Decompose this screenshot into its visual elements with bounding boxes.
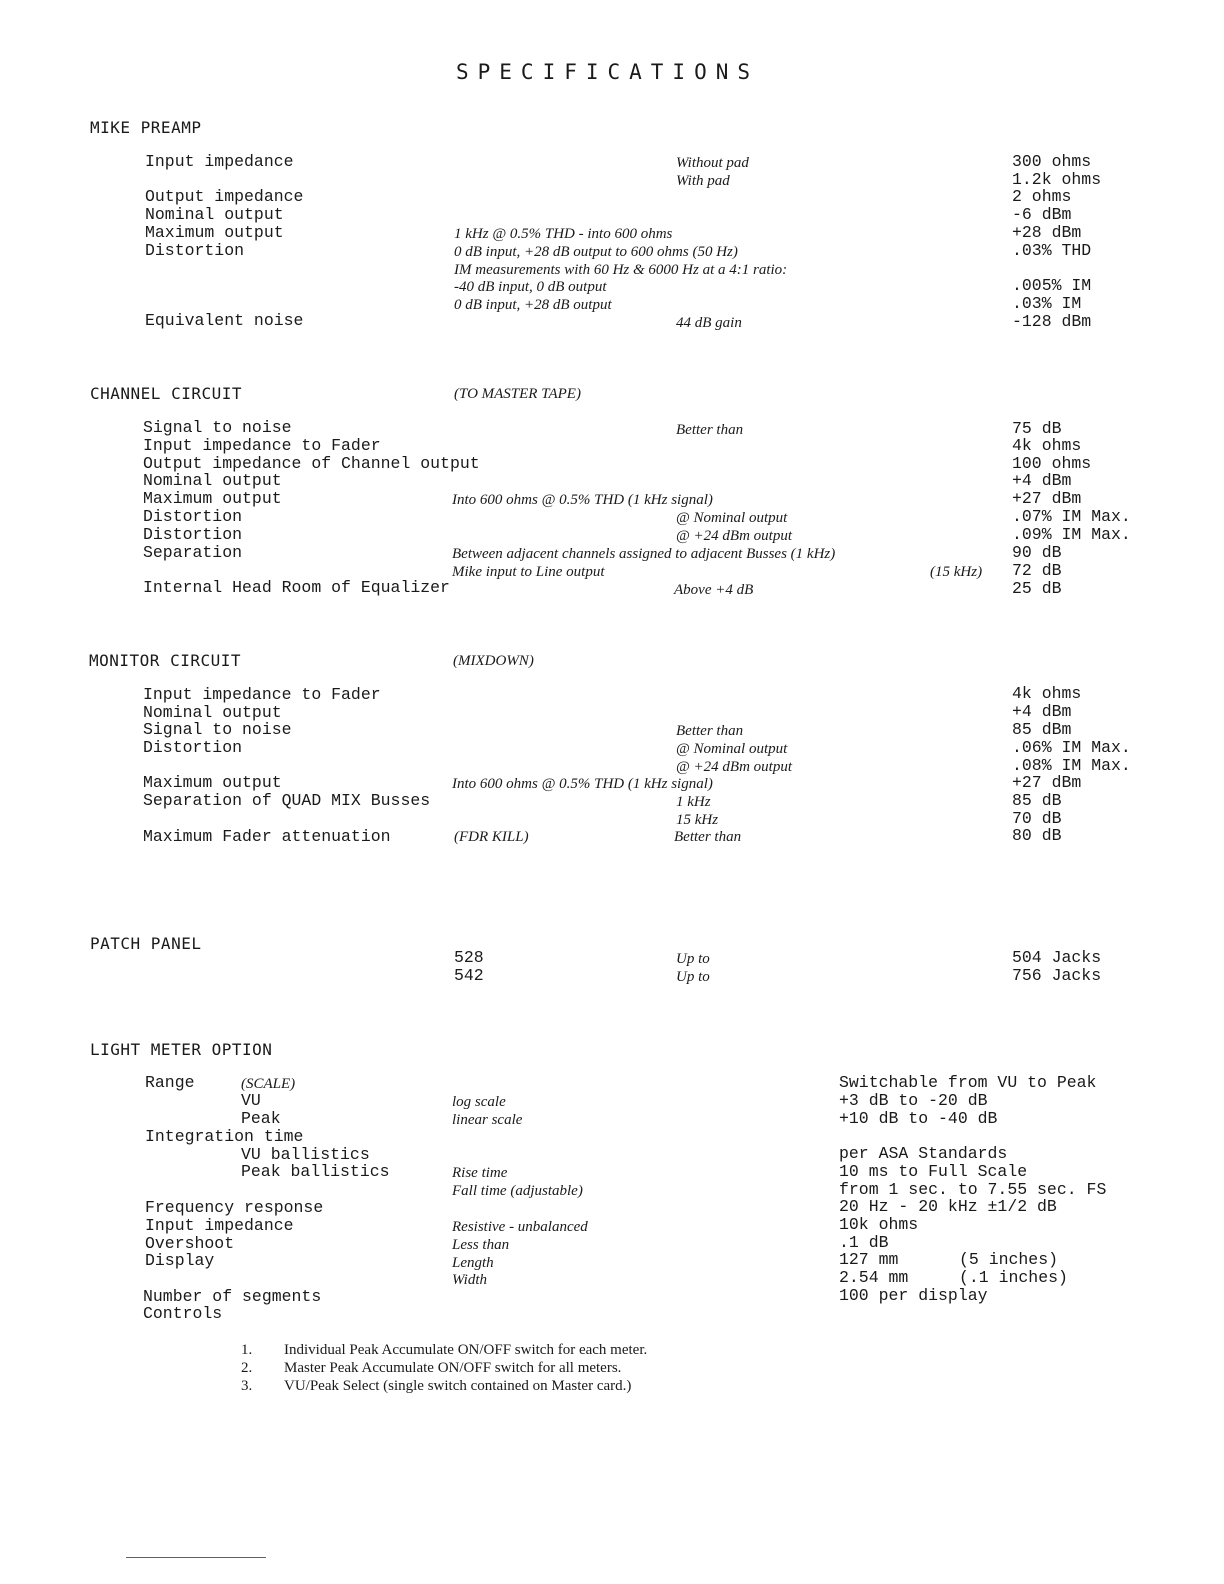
- mike-im2-cond: 0 dB input, +28 dB output: [454, 297, 612, 313]
- meter-freq-label: Frequency response: [145, 1198, 324, 1217]
- mike-im2-value: .03% IM: [1012, 294, 1082, 313]
- channel-signal-to-noise-value: 75 dB: [1012, 419, 1062, 438]
- monitor-distortion2-value: .08% IM Max.: [1012, 756, 1131, 775]
- monitor-distortion1-cond: @ Nominal output: [676, 741, 788, 757]
- channel-circuit-heading: CHANNEL CIRCUIT: [90, 384, 242, 403]
- channel-headroom-cond: Above +4 dB: [674, 582, 754, 598]
- channel-output-impedance-value: 100 ohms: [1012, 454, 1092, 473]
- channel-distortion1-label: Distortion: [143, 507, 243, 526]
- mike-with-pad-cond: With pad: [676, 173, 730, 189]
- meter-vu-value: +3 dB to -20 dB: [839, 1091, 988, 1110]
- mike-without-pad-value: 300 ohms: [1012, 152, 1092, 171]
- channel-maximum-output-label: Maximum output: [143, 489, 282, 508]
- channel-distortion1-cond: @ Nominal output: [676, 510, 788, 526]
- channel-separation-value: 90 dB: [1012, 543, 1062, 562]
- patch-model1: 528: [454, 948, 484, 967]
- channel-output-impedance-label: Output impedance of Channel output: [143, 454, 480, 473]
- monitor-nominal-output-value: +4 dBm: [1012, 702, 1072, 721]
- meter-peak-value: +10 dB to -40 dB: [839, 1109, 998, 1128]
- mike-without-pad-cond: Without pad: [676, 155, 749, 171]
- mike-distortion-value: .03% THD: [1012, 241, 1092, 260]
- mike-maximum-output-label: Maximum output: [145, 223, 284, 242]
- meter-width-value: 2.54 mm: [839, 1268, 909, 1287]
- meter-display-label: Display: [145, 1251, 215, 1270]
- monitor-separation1-cond: 1 kHz: [676, 794, 711, 810]
- channel-input-impedance-value: 4k ohms: [1012, 436, 1082, 455]
- patch-model2-cond: Up to: [676, 969, 710, 985]
- meter-length-inches: (5 inches): [959, 1250, 1059, 1269]
- mike-output-impedance-value: 2 ohms: [1012, 187, 1072, 206]
- monitor-distortion1-value: .06% IM Max.: [1012, 738, 1131, 757]
- channel-separation2-cond: Mike input to Line output: [452, 564, 605, 580]
- channel-distortion2-label: Distortion: [143, 525, 243, 544]
- monitor-distortion2-cond: @ +24 dBm output: [676, 759, 793, 775]
- mike-im-note: IM measurements with 60 Hz & 6000 Hz at a 4:1 ratio:: [454, 262, 788, 278]
- meter-scale-label: (SCALE): [241, 1076, 296, 1092]
- meter-fall-value: from 1 sec. to 7.55 sec. FS: [839, 1180, 1107, 1199]
- channel-nominal-output-label: Nominal output: [143, 471, 282, 490]
- monitor-separation1-value: 85 dB: [1012, 791, 1062, 810]
- monitor-fader-cond: Better than: [674, 829, 742, 845]
- meter-length-value: 127 mm: [839, 1250, 899, 1269]
- meter-width-inches: (.1 inches): [959, 1268, 1068, 1287]
- monitor-fader-label: Maximum Fader attenuation: [143, 827, 391, 846]
- meter-overshoot-value: .1 dB: [839, 1233, 889, 1252]
- monitor-distortion-label: Distortion: [143, 738, 243, 757]
- meter-range-value: Switchable from VU to Peak: [839, 1073, 1097, 1092]
- monitor-fader-note: (FDR KILL): [454, 829, 529, 845]
- meter-vu-ballistics-value: per ASA Standards: [839, 1144, 1008, 1163]
- control-item-2-text: Master Peak Accumulate ON/OFF switch for all meters.: [284, 1360, 622, 1376]
- patch-model2: 542: [454, 966, 484, 985]
- meter-integration-label: Integration time: [145, 1127, 304, 1146]
- meter-peak-label: Peak: [241, 1109, 281, 1128]
- mike-equivalent-noise-value: -128 dBm: [1012, 312, 1092, 331]
- channel-separation-cond: Between adjacent channels assigned to adjacent Busses (1 kHz): [452, 546, 836, 562]
- mike-im1-cond: -40 dB input, 0 dB output: [454, 279, 607, 295]
- mike-nominal-output-label: Nominal output: [145, 205, 284, 224]
- monitor-maximum-output-label: Maximum output: [143, 773, 282, 792]
- meter-input-impedance-label: Input impedance: [145, 1216, 294, 1235]
- monitor-circuit-heading: MONITOR CIRCUIT: [89, 651, 241, 670]
- meter-input-impedance-cond: Resistive - unbalanced: [452, 1219, 588, 1235]
- meter-segments-value: 100 per display: [839, 1286, 988, 1305]
- monitor-subtitle: (MIXDOWN): [453, 653, 534, 669]
- control-item-2-number: 2.: [241, 1360, 253, 1376]
- channel-signal-to-noise-cond: Better than: [676, 422, 744, 438]
- meter-length-cond: Length: [452, 1255, 494, 1271]
- channel-maximum-output-cond: Into 600 ohms @ 0.5% THD (1 kHz signal): [452, 492, 713, 508]
- meter-overshoot-cond: Less than: [452, 1237, 510, 1253]
- channel-headroom-value: 25 dB: [1012, 579, 1062, 598]
- channel-separation-label: Separation: [143, 543, 243, 562]
- channel-separation2-value: 72 dB: [1012, 561, 1062, 580]
- meter-overshoot-label: Overshoot: [145, 1234, 235, 1253]
- control-item-3-text: VU/Peak Select (single switch contained on Master card.): [284, 1378, 632, 1394]
- meter-peak-ballistics-label: Peak ballistics: [241, 1162, 390, 1181]
- channel-subtitle: (TO MASTER TAPE): [454, 386, 581, 402]
- monitor-separation2-cond: 15 kHz: [676, 812, 719, 828]
- channel-distortion2-cond: @ +24 dBm output: [676, 528, 793, 544]
- mike-preamp-heading: MIKE PREAMP: [90, 118, 202, 137]
- patch-model1-cond: Up to: [676, 951, 710, 967]
- monitor-input-impedance-value: 4k ohms: [1012, 684, 1082, 703]
- bottom-rule: [126, 1557, 266, 1558]
- patch-model2-value: 756 Jacks: [1012, 966, 1102, 985]
- meter-rise-cond: Rise time: [452, 1165, 508, 1181]
- meter-input-impedance-value: 10k ohms: [839, 1215, 919, 1234]
- mike-im1-value: .005% IM: [1012, 276, 1092, 295]
- mike-with-pad-value: 1.2k ohms: [1012, 170, 1102, 189]
- meter-vu-ballistics-label: VU ballistics: [241, 1145, 370, 1164]
- meter-range-label: Range: [145, 1073, 195, 1092]
- control-item-3-number: 3.: [241, 1378, 253, 1394]
- meter-vu-cond: log scale: [452, 1094, 506, 1110]
- mike-maximum-output-cond: 1 kHz @ 0.5% THD - into 600 ohms: [454, 226, 673, 242]
- mike-distortion-label: Distortion: [145, 241, 245, 260]
- page-title: SPECIFICATIONS: [456, 60, 760, 84]
- monitor-separation-label: Separation of QUAD MIX Busses: [143, 791, 431, 810]
- monitor-signal-to-noise-cond: Better than: [676, 723, 744, 739]
- control-item-1-number: 1.: [241, 1342, 253, 1358]
- light-meter-heading: LIGHT METER OPTION: [90, 1040, 273, 1059]
- meter-segments-label: Number of segments: [143, 1287, 322, 1306]
- monitor-nominal-output-label: Nominal output: [143, 703, 282, 722]
- monitor-input-impedance-label: Input impedance to Fader: [143, 685, 381, 704]
- channel-distortion1-value: .07% IM Max.: [1012, 507, 1131, 526]
- channel-headroom-label: Internal Head Room of Equalizer: [143, 578, 450, 597]
- channel-input-impedance-label: Input impedance to Fader: [143, 436, 381, 455]
- monitor-maximum-output-value: +27 dBm: [1012, 773, 1082, 792]
- meter-controls-label: Controls: [143, 1304, 223, 1323]
- mike-output-impedance-label: Output impedance: [145, 187, 304, 206]
- meter-fall-cond: Fall time (adjustable): [452, 1183, 583, 1199]
- patch-model1-value: 504 Jacks: [1012, 948, 1102, 967]
- mike-distortion-cond: 0 dB input, +28 dB output to 600 ohms (50 Hz): [454, 244, 738, 260]
- meter-peak-cond: linear scale: [452, 1112, 523, 1128]
- channel-separation2-freq: (15 kHz): [930, 564, 983, 580]
- channel-nominal-output-value: +4 dBm: [1012, 471, 1072, 490]
- monitor-signal-to-noise-label: Signal to noise: [143, 720, 292, 739]
- mike-input-impedance-label: Input impedance: [145, 152, 294, 171]
- mike-equivalent-noise-label: Equivalent noise: [145, 311, 304, 330]
- monitor-maximum-output-cond: Into 600 ohms @ 0.5% THD (1 kHz signal): [452, 776, 713, 792]
- monitor-signal-to-noise-value: 85 dBm: [1012, 720, 1072, 739]
- meter-width-cond: Width: [452, 1272, 488, 1288]
- monitor-separation2-value: 70 dB: [1012, 809, 1062, 828]
- mike-nominal-output-value: -6 dBm: [1012, 205, 1072, 224]
- mike-maximum-output-value: +28 dBm: [1012, 223, 1082, 242]
- channel-distortion2-value: .09% IM Max.: [1012, 525, 1131, 544]
- channel-maximum-output-value: +27 dBm: [1012, 489, 1082, 508]
- meter-freq-value: 20 Hz - 20 kHz ±1/2 dB: [839, 1197, 1057, 1216]
- monitor-fader-value: 80 dB: [1012, 826, 1062, 845]
- patch-panel-heading: PATCH PANEL: [90, 934, 202, 953]
- meter-vu-label: VU: [241, 1091, 261, 1110]
- control-item-1-text: Individual Peak Accumulate ON/OFF switch for each meter.: [284, 1342, 648, 1358]
- channel-signal-to-noise-label: Signal to noise: [143, 418, 292, 437]
- meter-rise-value: 10 ms to Full Scale: [839, 1162, 1028, 1181]
- mike-equivalent-noise-cond: 44 dB gain: [676, 315, 742, 331]
